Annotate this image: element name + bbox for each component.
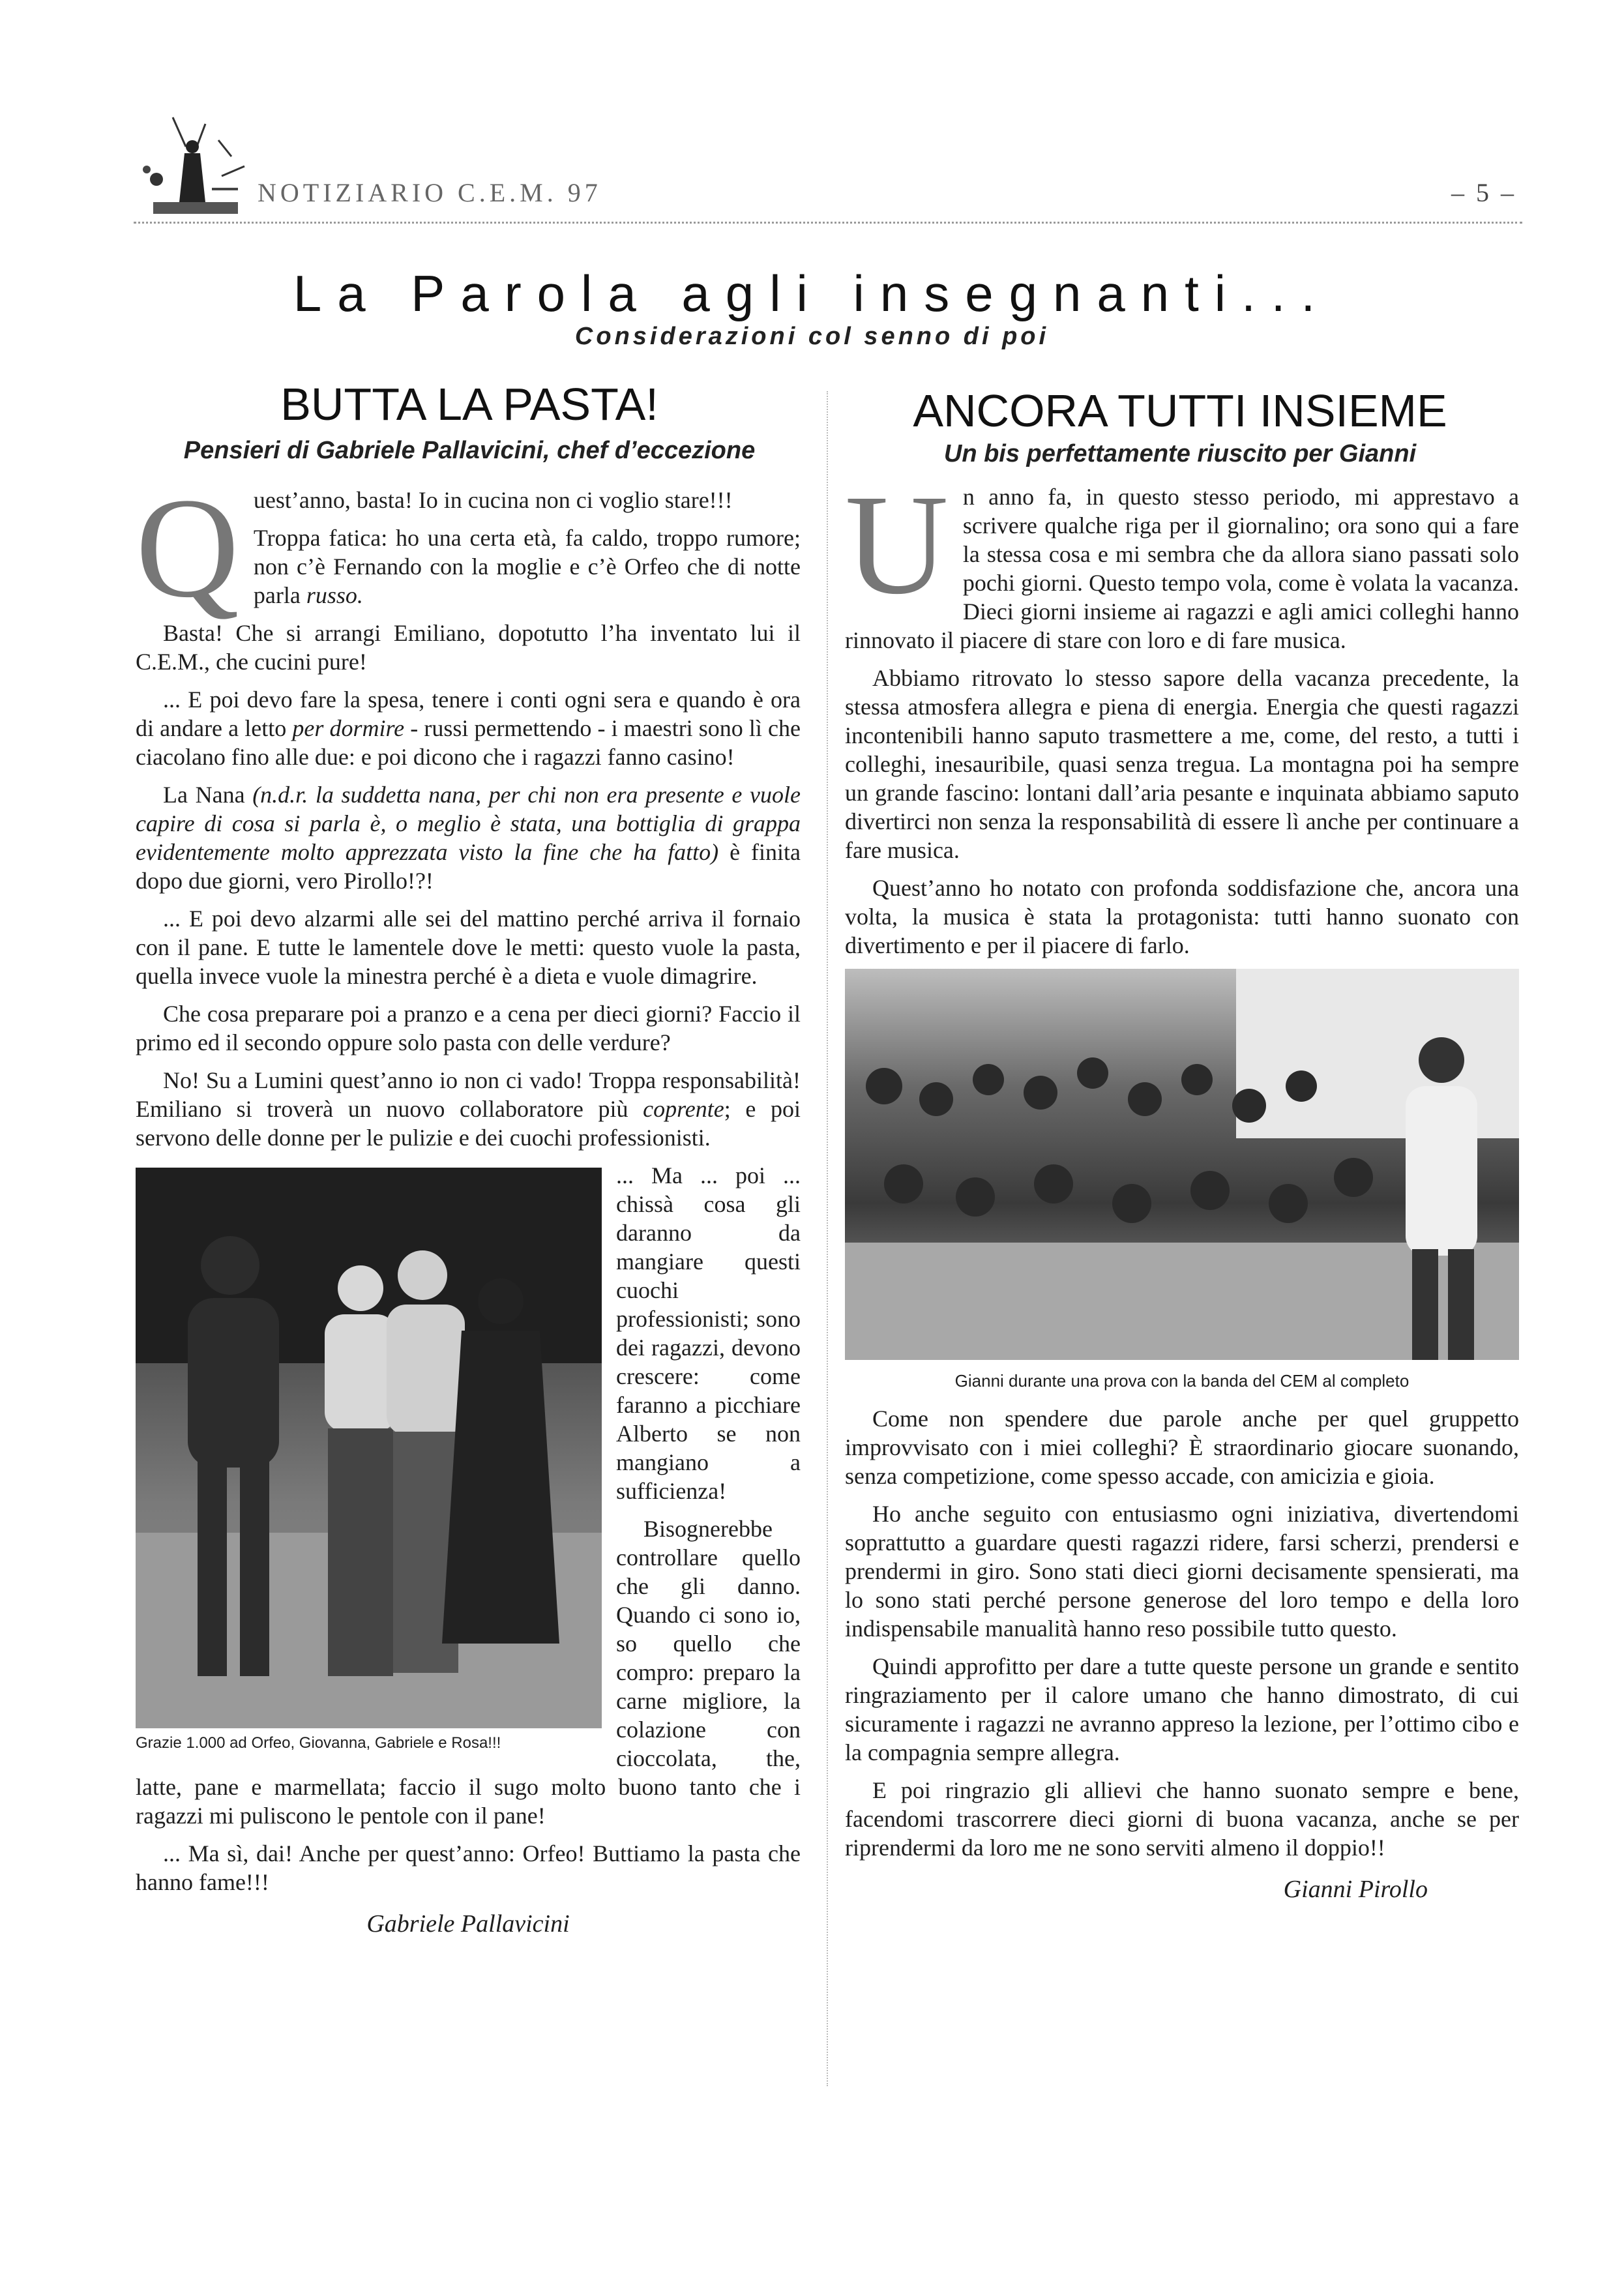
cooks-photo (136, 1168, 602, 1754)
paragraph: Ho anche seguito con entusiasmo ogni iniziativa, divertendomi soprattutto a guardare questi ragazzi ridere, farsi scherzi, prendersi e prendermi in giro. Sono stati dieci giorni decisamente spensierati, ma lo sono stati perché persone generose del loro tempo e della loro indispensabile manualità hanno reso possibile tutto questo. (845, 1501, 1519, 1642)
page-number: – 5 – (1451, 178, 1516, 207)
photo-image (136, 1168, 602, 1728)
paragraph: No! Su a Lumini quest’anno io non ci vado! Troppa responsabilità! Emiliano si troverà un nuovo collaboratore più coprente; e poi servono delle donne per le pulizie e dei cuochi professionisti. (136, 1067, 801, 1151)
signature: Gianni Pirollo (1283, 1876, 1428, 1903)
paragraph: Troppa fatica: ho una certa età, fa caldo, troppo rumore; non c’è Fernando con la moglie e c’è Orfeo che di notte parla russo. (253, 525, 801, 608)
photo-caption: Gianni durante una prova con la banda del CEM al completo (954, 1371, 1410, 1391)
paragraph: ... E poi devo alzarmi alle sei del mattino perché arriva il fornaio con il pane. E tutte le lamentele dove le metti: questo vuole la pasta, quella invece vuole la minestra perché è a dieta e vuole dimagrire. (136, 906, 801, 989)
conductor-logo-icon (134, 111, 258, 222)
paragraph: Quest’anno ho notato con profonda soddisfazione che, ancora una volta, la musica è stata la protagonista: tutti hanno suonato con divertimento e per il piacere di farlo. (845, 875, 1519, 958)
left-article-body (136, 468, 801, 1938)
paragraph: Che cosa preparare poi a pranzo e a cena per dieci giorni? Faccio il primo ed il secondo oppure solo pasta con delle verdure? (136, 1001, 801, 1055)
signature: Gabriele Pallavicini (366, 1910, 570, 1938)
right-article-title: ANCORA TUTTI INSIEME (913, 385, 1447, 436)
drop-cap: U (845, 465, 949, 624)
paragraph: Quindi approfitto per dare a tutte queste persone un grande e sentito ringraziamento per il calore umano che hanno dimostrato, di cui sicuramente i ragazzi ne avranno appreso la lezione, per l’ottimo cibo e la compagnia sempre allegra. (845, 1653, 1519, 1765)
left-article-title: BUTTA LA PASTA! (280, 379, 658, 430)
right-article-subtitle: Un bis perfettamente riuscito per Gianni (943, 440, 1417, 467)
paragraph: E poi ringrazio gli allievi che hanno suonato sempre e bene, facendomi trascorrere dieci giorni di buona vacanza, anche se per riprendermi da loro me ne sono serviti almeno il doppio!! (845, 1777, 1519, 1861)
right-article-body (845, 465, 1519, 1904)
paragraph: Bisognerebbe controllare quello che gli danno. Quando ci sono io, so quello che compro: preparo la carne migliore, la colazione con cioccolata, the, latte, pane e marmellata; faccio il sugo molto buono tanto che i ragazzi mi puliscono le pentole con il pane! (136, 1516, 801, 1829)
band-rehearsal-photo (845, 969, 1519, 1395)
section-subtitle: Considerazioni col senno di poi (574, 323, 1050, 350)
paragraph: La Nana (n.d.r. la suddetta nana, per chi non era presente e vuole capire di cosa si parla è, o meglio è stata, una bottiglia di grappa evidentemente molto apprezzata visto la fine che ha fatto) è finita dopo due giorni, vero Pirollo!?! (136, 782, 801, 894)
left-article-subtitle: Pensieri di Gabriele Pallavicini, chef d’eccezione (183, 437, 756, 464)
photo-caption: Grazie 1.000 ad Orfeo, Giovanna, Gabriele e Rosa!!! (136, 1734, 501, 1752)
paragraph: n anno fa, in questo stesso periodo, mi apprestavo a scrivere qualche riga per il giornalino; ora sono qui a fare la stessa cosa e mi sembra che da allora siano passati solo pochi giorni. Questo tempo vola, come è volata la vacanza. Dieci giorni insieme ai ragazzi e agli amici colleghi hanno rinnovato il piacere di stare con loro e di fare musica. (845, 484, 1519, 653)
paragraph: Abbiamo ritrovato lo stesso sapore della vacanza precedente, la stessa atmosfera allegra e piena di energia. Energia che questi ragazzi incontenibili hanno saputo trasmettere a me, come, del resto, a tutti i colleghi, inesauribile, quasi senza tregua. La montagna poi ha sempre un grande fascino: lontani dall’aria pesante e inquinata abbiamo saputo divertirci non senza la responsabilità di essere lì anche per continuare a fare musica. (845, 665, 1519, 863)
newsletter-title: NOTIZIARIO C.E.M. 97 (258, 178, 602, 207)
photo-image (845, 969, 1519, 1360)
paragraph: ... E poi devo fare la spesa, tenere i conti ogni sera e quando è ora di andare a letto per dormire - russi permettendo - i maestri sono lì che ciacolano fino alle due: e poi dicono che i ragazzi fanno casino! (136, 686, 801, 770)
header-divider (134, 222, 1522, 224)
paragraph: Basta! Che si arrangi Emiliano, dopotutto l’ha inventato lui il C.E.M., che cucini pure! (136, 620, 801, 675)
paragraph: ... Ma ... poi ... chissà cosa gli daranno da mangiare questi cuochi professionisti; sono dei ragazzi, devono crescere: come faranno a picchiare Alberto se non mangiano a sufficienza! (616, 1162, 801, 1504)
paragraph: Come non spendere due parole anche per quel gruppetto improvvisato con i miei colleghi? È straordinario giocare suonando, senza competizione, come spesso accade, con amicizia e gioia. (845, 1406, 1519, 1489)
column-divider (827, 391, 828, 2086)
section-title: La Parola agli insegnanti... (293, 265, 1331, 322)
paragraph: ... Ma sì, dai! Anche per quest’anno: Orfeo! Buttiamo la pasta che hanno fame!!! (136, 1840, 801, 1895)
paragraph: uest’anno, basta! Io in cucina non ci voglio stare!!! (253, 487, 733, 513)
drop-cap: Q (136, 468, 239, 627)
